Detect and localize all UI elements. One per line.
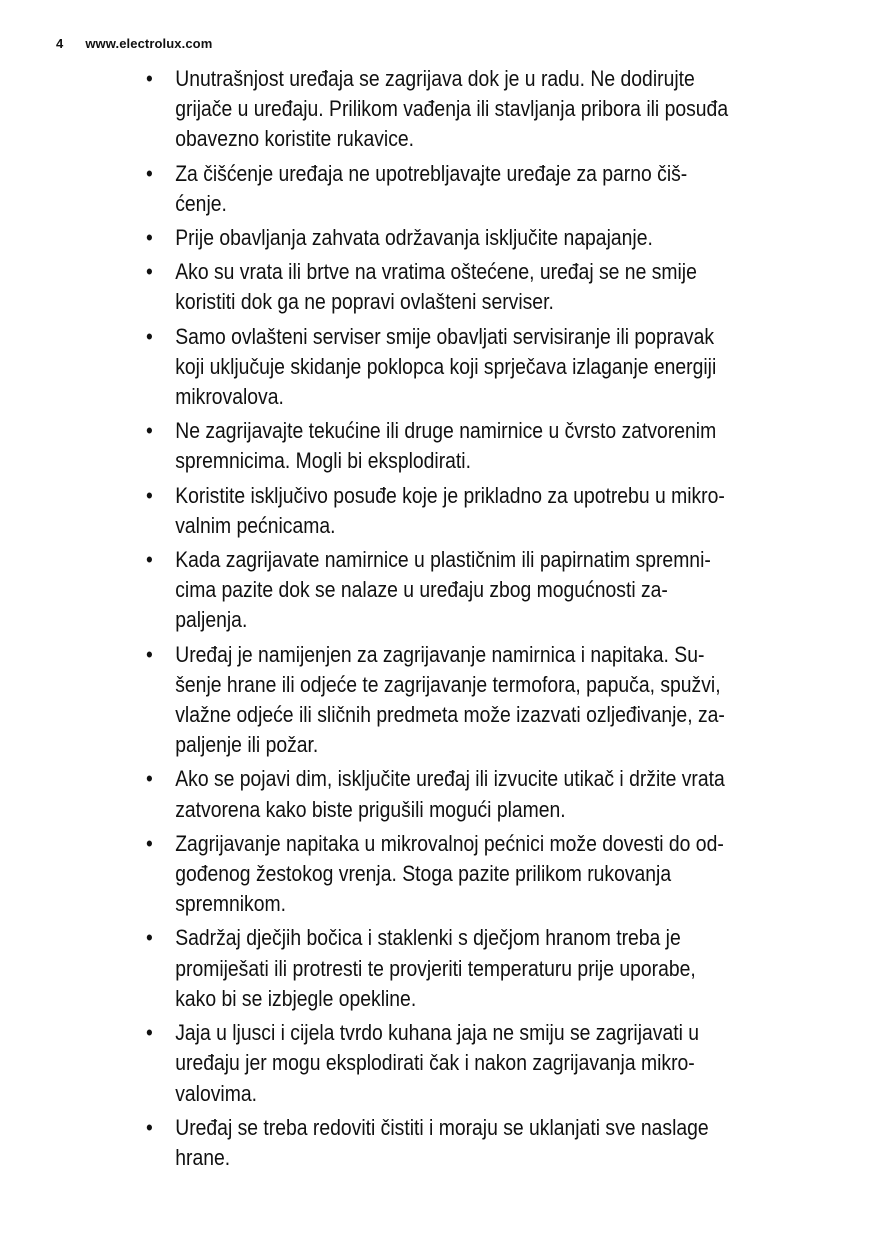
list-item-text: Jaja u ljusci i cijela tvrdo kuhana jaja ne smiju se zagrijavati u uređaju jer mogu eksplodirati čak i nakon zagrijavanja mikro- valovima. [175, 1020, 700, 1106]
list-item-text: Zagrijavanje napitaka u mikrovalnoj pećnici može dovesti do od- gođenog žestokog vrenja. Stoga pazite prilikom rukovanja spremnikom. [175, 830, 724, 917]
list-item [146, 764, 825, 824]
bullet-icon: • [146, 66, 153, 91]
list-item [146, 64, 825, 155]
website-link[interactable]: www.electrolux.com [85, 36, 213, 51]
list-item [146, 1113, 825, 1173]
bullet-icon: • [146, 1114, 153, 1140]
bullet-icon: • [146, 482, 153, 508]
bullet-icon: • [146, 925, 153, 951]
bullet-icon: • [146, 259, 153, 285]
list-item-text: Unutrašnjost uređaja se zagrijava dok je u radu. Ne dodirujte grijače u uređaju. Prilikom vađenja ili stavljanja pribora ili posuđa obavezno koristite rukavice. [175, 66, 729, 152]
bullet-icon: • [146, 323, 153, 349]
list-item [146, 923, 825, 1014]
list-item [146, 1018, 825, 1109]
list-item [146, 829, 825, 920]
list-item-text: Koristite isključivo posuđe koje je prikladno za upotrebu u mikro- valnim pećnicama. [175, 482, 725, 538]
bullet-icon: • [146, 225, 153, 251]
list-item-text: Samo ovlašteni serviser smije obavljati servisiranje ili popravak koji uključuje skidanje poklopca koji sprječava izlaganje energiji mikrovalova. [175, 323, 717, 410]
list-item-text: Ne zagrijavajte tekućine ili druge namirnice u čvrsto zatvorenim spremnicima. Mogli bi eksplodirati. [175, 418, 717, 474]
list-item [146, 257, 825, 317]
list-item [146, 159, 825, 219]
list-item-text: Uređaj je namijenjen za zagrijavanje namirnica i napitaka. Su- šenje hrane ili odjeće te zagrijavanje termofora, papuča, spužvi, vlažne odjeće ili sličnih predmeta može izazvati ozljeđivanje, za- paljenje ili požar. [175, 641, 725, 758]
bullet-icon: • [146, 766, 153, 792]
bullet-icon: • [146, 830, 153, 856]
safety-instructions-list [146, 64, 731, 1177]
bullet-icon: • [146, 547, 153, 573]
list-item [146, 223, 825, 253]
list-item [146, 322, 825, 413]
bullet-icon: • [146, 1020, 153, 1046]
bullet-icon: • [146, 641, 153, 667]
list-item-text: Prije obavljanja zahvata održavanja isključite napajanje. [175, 225, 653, 251]
list-item-text: Sadržaj dječjih bočica i staklenki s dječjom hranom treba je promiješati ili protresti te provjeriti temperaturu prije uporabe, kako bi se izbjegle opekline. [175, 925, 696, 1011]
list-item [146, 640, 825, 761]
page-number: 4 [56, 36, 64, 51]
list-item [146, 416, 825, 476]
list-item [146, 481, 825, 541]
list-item-text: Ako se pojavi dim, isključite uređaj ili izvucite utikač i držite vrata zatvorena kako biste prigušili mogući plamen. [175, 766, 725, 822]
list-item-text: Ako su vrata ili brtve na vratima oštećene, uređaj se ne smije koristiti dok ga ne popravi ovlašteni serviser. [175, 259, 697, 315]
page-header [56, 36, 212, 51]
list-item-text: Uređaj se treba redoviti čistiti i moraju se uklanjati sve naslage hrane. [175, 1114, 709, 1170]
list-item-text: Za čišćenje uređaja ne upotrebljavajte uređaje za parno čiš- ćenje. [175, 160, 688, 216]
bullet-icon: • [146, 160, 153, 186]
bullet-icon: • [146, 418, 153, 444]
list-item-text: Kada zagrijavate namirnice u plastičnim ili papirnatim spremni- cima pazite dok se nalaze u uređaju zbog mogućnosti za- paljenja. [175, 547, 711, 633]
list-item [146, 545, 825, 636]
